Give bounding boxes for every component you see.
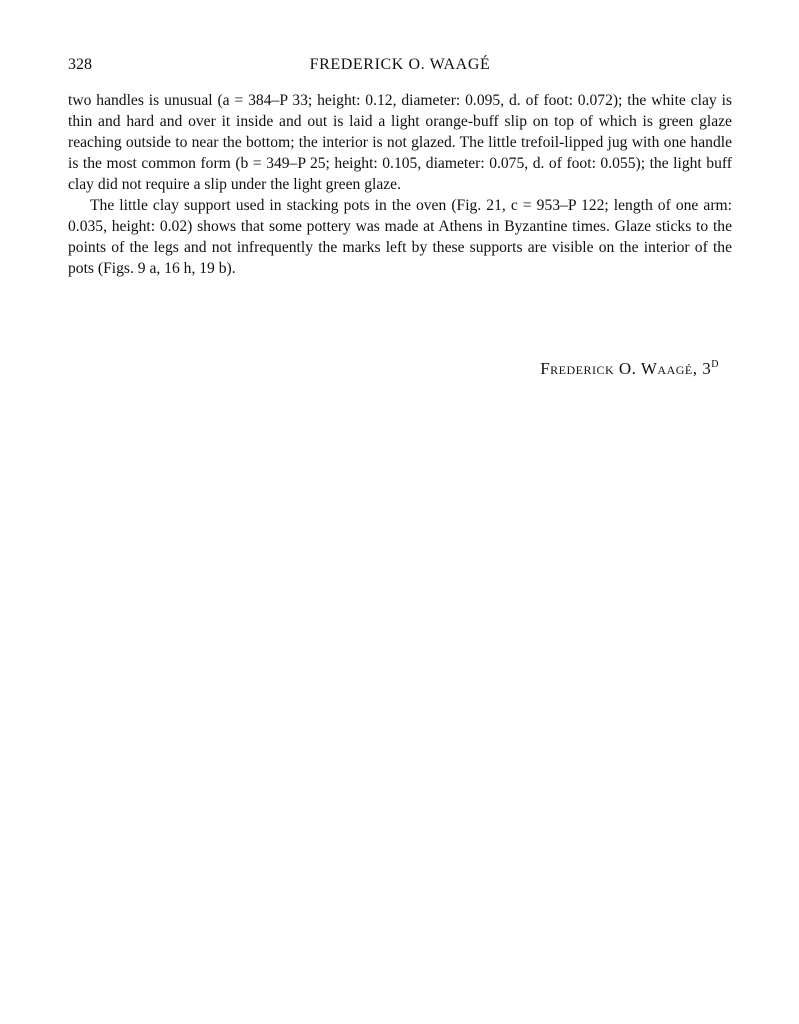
paragraph-1-line-6: did not require a slip under the light green glaze. <box>97 176 402 193</box>
paragraph-2-line-2: length of one arm: 0.035, height: 0.02) shows that some pottery was made at Athens <box>68 197 732 235</box>
author-signature <box>540 359 719 379</box>
paragraph-1-line-2: the white clay is thin and hard and over it inside and out is laid a light orange-buff <box>68 92 732 130</box>
body-text <box>68 90 732 279</box>
page-number: 328 <box>68 56 92 73</box>
paragraph-2-line-3: in Byzantine times. Glaze sticks to the points of the legs and not infrequently the <box>68 218 732 256</box>
author-name: Frederick O. Waagé, 3 <box>540 359 712 378</box>
paragraph-1-line-5: (b = 349–P 25; height: 0.105, diameter: 0.075, d. of foot: 0.055); the light buff clay <box>68 155 732 193</box>
page-header <box>68 56 732 80</box>
paragraph-2-line-1: The little clay support used in stacking pots in the oven (Fig. 21, c = 953–P 122; <box>90 197 609 214</box>
paragraph-1-line-3: slip on top of which is green glaze reaching outside to near the bottom; the interior is <box>68 113 732 151</box>
paragraph-1-line-1: two handles is unusual (a = 384–P 33; height: 0.12, diameter: 0.095, d. of foot: 0.072); <box>68 92 623 109</box>
running-head: FREDERICK O. WAAGÉ <box>309 56 491 73</box>
paragraph-1-line-4: not glazed. The little trefoil-lipped jug with one handle is the most common form <box>68 134 732 172</box>
paragraph-1 <box>68 90 732 195</box>
paragraph-2-line-4: marks left by these supports are visible on the interior of the pots (Figs. 9 a, 16 h, 19 b). <box>68 239 732 277</box>
author-suffix: D <box>711 359 719 370</box>
paragraph-2 <box>68 195 732 279</box>
